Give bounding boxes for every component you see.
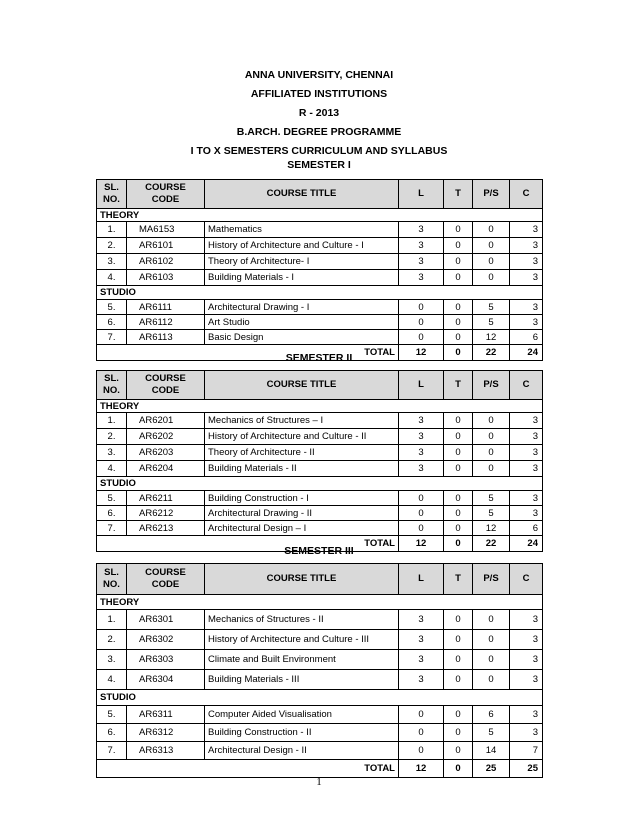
cell-t: 0 (444, 521, 473, 536)
cell-t: 0 (444, 506, 473, 521)
document-header (0, 66, 638, 161)
table-row (97, 706, 543, 724)
cell-course-title: Theory of Architecture - II (205, 445, 399, 461)
cell-course-code: AR6211 (127, 491, 205, 506)
institution-type: AFFILIATED INSTITUTIONS (250, 88, 388, 100)
cell-course-title: Mathematics (205, 222, 399, 238)
cell-c: 3 (510, 650, 543, 670)
col-header-course-code (127, 564, 205, 595)
cell-course-code: AR6302 (127, 630, 205, 650)
cell-t: 0 (444, 315, 473, 330)
university-name: ANNA UNIVERSITY, CHENNAI (244, 69, 394, 81)
cell-sl-no: 3. (97, 445, 127, 461)
cell-c: 3 (510, 270, 543, 286)
cell-course-code: AR6312 (127, 724, 205, 742)
page-number: 1 (316, 776, 322, 788)
col-header-ps: P/S (473, 371, 510, 400)
col-header-code-line2: CODE (151, 194, 180, 205)
theory-group-row (97, 400, 543, 413)
cell-ps: 5 (473, 491, 510, 506)
cell-course-code: AR6204 (127, 461, 205, 477)
cell-course-code: AR6113 (127, 330, 205, 345)
table-row (97, 491, 543, 506)
cell-c: 6 (510, 521, 543, 536)
cell-course-code: AR6101 (127, 238, 205, 254)
cell-ps: 0 (473, 413, 510, 429)
cell-sl-no: 1. (97, 413, 127, 429)
cell-sl-no: 5. (97, 491, 127, 506)
cell-t: 0 (444, 670, 473, 690)
cell-sl-no: 2. (97, 238, 127, 254)
cell-course-code: AR6102 (127, 254, 205, 270)
col-header-sl-no (97, 564, 127, 595)
col-header-ps: P/S (473, 180, 510, 209)
cell-course-title: History of Architecture and Culture - II (205, 429, 399, 445)
cell-ps: 0 (473, 630, 510, 650)
cell-ps: 0 (473, 650, 510, 670)
col-header-l: L (399, 180, 444, 209)
cell-ps: 0 (473, 238, 510, 254)
total-ps: 25 (473, 760, 510, 778)
cell-sl-no: 6. (97, 506, 127, 521)
cell-course-code: AR6311 (127, 706, 205, 724)
total-l: 12 (399, 345, 444, 361)
cell-l: 3 (399, 630, 444, 650)
cell-course-title: Art Studio (205, 315, 399, 330)
table-row (97, 413, 543, 429)
table-row (97, 521, 543, 536)
total-t: 0 (444, 536, 473, 552)
studio-group-row (97, 477, 543, 491)
cell-t: 0 (444, 445, 473, 461)
cell-l: 0 (399, 724, 444, 742)
cell-course-title: Building Construction - II (205, 724, 399, 742)
cell-course-code: AR6202 (127, 429, 205, 445)
cell-l: 0 (399, 491, 444, 506)
cell-c: 3 (510, 254, 543, 270)
cell-sl-no: 2. (97, 630, 127, 650)
total-l: 12 (399, 536, 444, 552)
cell-course-title: Climate and Built Environment (205, 650, 399, 670)
cell-course-code: AR6111 (127, 300, 205, 315)
cell-sl-no: 6. (97, 724, 127, 742)
cell-c: 3 (510, 238, 543, 254)
total-label: TOTAL (97, 345, 399, 361)
col-header-code-line1: COURSE (145, 182, 186, 193)
theory-group-row (97, 209, 543, 222)
cell-sl-no: 7. (97, 521, 127, 536)
total-label: TOTAL (97, 536, 399, 552)
cell-course-title: Computer Aided Visualisation (205, 706, 399, 724)
cell-sl-no: 5. (97, 706, 127, 724)
cell-t: 0 (444, 238, 473, 254)
table-header-row (97, 371, 543, 400)
col-header-c: C (510, 371, 543, 400)
cell-course-title: Mechanics of Structures - II (205, 610, 399, 630)
theory-group-row (97, 595, 543, 610)
total-label: TOTAL (97, 760, 399, 778)
cell-c: 3 (510, 630, 543, 650)
cell-course-title: History of Architecture and Culture - I (205, 238, 399, 254)
cell-c: 6 (510, 330, 543, 345)
cell-c: 3 (510, 610, 543, 630)
cell-l: 3 (399, 222, 444, 238)
cell-ps: 0 (473, 270, 510, 286)
cell-course-title: Building Materials - III (205, 670, 399, 690)
cell-ps: 5 (473, 315, 510, 330)
table-row (97, 742, 543, 760)
cell-sl-no: 7. (97, 330, 127, 345)
cell-course-title: Architectural Drawing - II (205, 506, 399, 521)
col-header-sl-line2: NO. (103, 194, 120, 205)
cell-l: 3 (399, 445, 444, 461)
semester-title: SEMESTER I (287, 159, 351, 171)
col-header-sl-line1: SL. (104, 567, 119, 578)
table-row (97, 254, 543, 270)
cell-sl-no: 4. (97, 461, 127, 477)
semester-title: SEMESTER II (285, 352, 353, 364)
cell-l: 3 (399, 650, 444, 670)
cell-c: 3 (510, 445, 543, 461)
cell-sl-no: 4. (97, 270, 127, 286)
cell-t: 0 (444, 650, 473, 670)
cell-c: 3 (510, 461, 543, 477)
semester-title: SEMESTER III (284, 545, 354, 557)
col-header-ps: P/S (473, 564, 510, 595)
cell-t: 0 (444, 413, 473, 429)
col-header-sl-line1: SL. (104, 182, 119, 193)
cell-course-title: Building Materials - I (205, 270, 399, 286)
cell-ps: 0 (473, 429, 510, 445)
cell-t: 0 (444, 706, 473, 724)
table-row (97, 670, 543, 690)
cell-course-code: AR6103 (127, 270, 205, 286)
table-row (97, 506, 543, 521)
cell-course-code: AR6313 (127, 742, 205, 760)
studio-group-row-label: STUDIO (97, 477, 543, 491)
total-t: 0 (444, 345, 473, 361)
cell-ps: 0 (473, 610, 510, 630)
col-header-course-title: COURSE TITLE (205, 371, 399, 400)
table-row (97, 222, 543, 238)
theory-group-row-label: THEORY (97, 400, 543, 413)
total-c: 24 (510, 345, 543, 361)
col-header-code-line2: CODE (151, 385, 180, 396)
cell-l: 0 (399, 506, 444, 521)
cell-course-code: AR6301 (127, 610, 205, 630)
table-row (97, 724, 543, 742)
cell-ps: 0 (473, 445, 510, 461)
total-ps: 22 (473, 536, 510, 552)
col-header-sl-no (97, 371, 127, 400)
col-header-t: T (444, 371, 473, 400)
col-header-code-line2: CODE (151, 579, 180, 590)
cell-c: 3 (510, 724, 543, 742)
cell-sl-no: 5. (97, 300, 127, 315)
curriculum-title: I TO X SEMESTERS CURRICULUM AND SYLLABUS (190, 145, 448, 157)
cell-course-title: Mechanics of Structures – I (205, 413, 399, 429)
cell-ps: 0 (473, 254, 510, 270)
cell-c: 3 (510, 506, 543, 521)
cell-ps: 14 (473, 742, 510, 760)
studio-group-row (97, 690, 543, 706)
cell-ps: 12 (473, 330, 510, 345)
theory-group-row-label: THEORY (97, 595, 543, 610)
cell-sl-no: 7. (97, 742, 127, 760)
cell-course-title: Building Materials - II (205, 461, 399, 477)
studio-group-row-label: STUDIO (97, 286, 543, 300)
cell-l: 3 (399, 461, 444, 477)
col-header-course-code (127, 371, 205, 400)
cell-t: 0 (444, 222, 473, 238)
cell-l: 3 (399, 670, 444, 690)
cell-course-code: AR6213 (127, 521, 205, 536)
cell-course-code: AR6212 (127, 506, 205, 521)
cell-course-code: MA6153 (127, 222, 205, 238)
cell-sl-no: 3. (97, 254, 127, 270)
col-header-sl-no (97, 180, 127, 209)
cell-ps: 0 (473, 222, 510, 238)
table-row (97, 445, 543, 461)
cell-ps: 5 (473, 506, 510, 521)
cell-course-code: AR6304 (127, 670, 205, 690)
cell-course-code: AR6203 (127, 445, 205, 461)
cell-sl-no: 1. (97, 610, 127, 630)
cell-t: 0 (444, 429, 473, 445)
cell-course-title: Architectural Drawing - I (205, 300, 399, 315)
cell-t: 0 (444, 461, 473, 477)
cell-c: 3 (510, 222, 543, 238)
cell-course-title: Theory of Architecture- I (205, 254, 399, 270)
cell-c: 3 (510, 491, 543, 506)
table-row (97, 461, 543, 477)
col-header-course-title: COURSE TITLE (205, 564, 399, 595)
table-row (97, 610, 543, 630)
table-header-row (97, 564, 543, 595)
col-header-course-title: COURSE TITLE (205, 180, 399, 209)
col-header-code-line1: COURSE (145, 567, 186, 578)
cell-sl-no: 2. (97, 429, 127, 445)
col-header-sl-line1: SL. (104, 373, 119, 384)
cell-t: 0 (444, 330, 473, 345)
total-l: 12 (399, 760, 444, 778)
cell-ps: 5 (473, 724, 510, 742)
col-header-c: C (510, 564, 543, 595)
cell-course-title: Basic Design (205, 330, 399, 345)
theory-group-row-label: THEORY (97, 209, 543, 222)
table-row (97, 238, 543, 254)
cell-t: 0 (444, 742, 473, 760)
total-c: 25 (510, 760, 543, 778)
col-header-c: C (510, 180, 543, 209)
cell-c: 3 (510, 413, 543, 429)
cell-t: 0 (444, 610, 473, 630)
table-row (97, 630, 543, 650)
cell-sl-no: 6. (97, 315, 127, 330)
cell-l: 3 (399, 429, 444, 445)
programme-name: B.ARCH. DEGREE PROGRAMME (236, 126, 402, 138)
cell-c: 3 (510, 706, 543, 724)
regulation: R - 2013 (298, 107, 340, 119)
cell-course-title: Architectural Design - II (205, 742, 399, 760)
col-header-t: T (444, 180, 473, 209)
studio-group-row (97, 286, 543, 300)
cell-l: 0 (399, 315, 444, 330)
cell-ps: 12 (473, 521, 510, 536)
cell-l: 0 (399, 706, 444, 724)
cell-c: 3 (510, 315, 543, 330)
cell-l: 0 (399, 330, 444, 345)
cell-course-code: AR6201 (127, 413, 205, 429)
cell-c: 3 (510, 670, 543, 690)
cell-l: 3 (399, 413, 444, 429)
col-header-sl-line2: NO. (103, 385, 120, 396)
cell-l: 3 (399, 610, 444, 630)
total-ps: 22 (473, 345, 510, 361)
studio-group-row-label: STUDIO (97, 690, 543, 706)
cell-sl-no: 3. (97, 650, 127, 670)
cell-l: 0 (399, 300, 444, 315)
col-header-sl-line2: NO. (103, 579, 120, 590)
cell-sl-no: 1. (97, 222, 127, 238)
cell-t: 0 (444, 630, 473, 650)
cell-c: 3 (510, 300, 543, 315)
cell-course-code: AR6303 (127, 650, 205, 670)
cell-course-title: Architectural Design – I (205, 521, 399, 536)
cell-c: 3 (510, 429, 543, 445)
cell-t: 0 (444, 254, 473, 270)
col-header-t: T (444, 564, 473, 595)
cell-t: 0 (444, 491, 473, 506)
cell-ps: 0 (473, 670, 510, 690)
table-row (97, 315, 543, 330)
total-c: 24 (510, 536, 543, 552)
cell-course-title: Building Construction - I (205, 491, 399, 506)
col-header-l: L (399, 564, 444, 595)
cell-ps: 5 (473, 300, 510, 315)
cell-l: 3 (399, 238, 444, 254)
table-row (97, 300, 543, 315)
table-row (97, 270, 543, 286)
semester-table (96, 563, 543, 778)
cell-t: 0 (444, 300, 473, 315)
cell-ps: 0 (473, 461, 510, 477)
table-row (97, 650, 543, 670)
semester-table (96, 179, 543, 361)
cell-course-code: AR6112 (127, 315, 205, 330)
cell-t: 0 (444, 270, 473, 286)
col-header-course-code (127, 180, 205, 209)
total-row (97, 760, 543, 778)
cell-c: 7 (510, 742, 543, 760)
cell-t: 0 (444, 724, 473, 742)
cell-l: 0 (399, 742, 444, 760)
cell-course-title: History of Architecture and Culture - III (205, 630, 399, 650)
cell-ps: 6 (473, 706, 510, 724)
cell-l: 3 (399, 270, 444, 286)
total-t: 0 (444, 760, 473, 778)
col-header-l: L (399, 371, 444, 400)
cell-l: 3 (399, 254, 444, 270)
table-row (97, 429, 543, 445)
cell-l: 0 (399, 521, 444, 536)
col-header-code-line1: COURSE (145, 373, 186, 384)
semester-table (96, 370, 543, 552)
table-header-row (97, 180, 543, 209)
table-row (97, 330, 543, 345)
cell-sl-no: 4. (97, 670, 127, 690)
